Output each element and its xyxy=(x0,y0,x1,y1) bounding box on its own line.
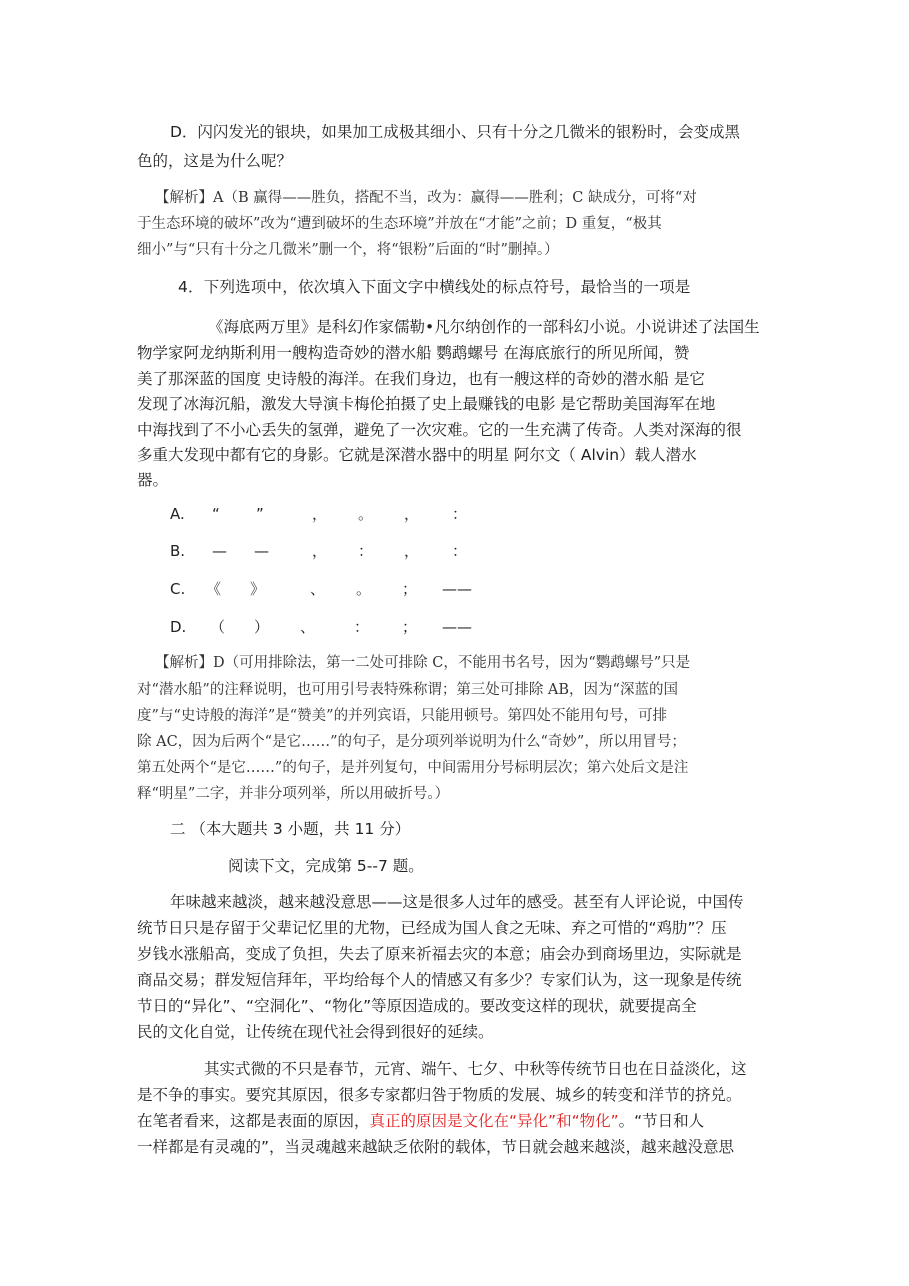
option-mark: “ xyxy=(212,505,220,523)
option-letter: C. xyxy=(170,580,186,598)
option-mark: —— xyxy=(442,618,472,636)
article-line: 统节日只是存留于父辈记忆里的尤物，已经成为国人食之无味、弃之可惜的“鸡肋”？压 xyxy=(137,919,727,937)
article-line: 年味越来越淡，越来越没意思——这是很多人过年的感受。甚至有人评论说，中国传 xyxy=(170,893,744,911)
article-line: 是不争的事实。要究其原因，很多专家都归咎于物质的发展、城乡的转变和洋节的挤兑。 xyxy=(137,1086,742,1104)
q3-analysis-line3: 细小”与“只有十分之几微米”删一个，将“银粉”后面的“时”删掉。） xyxy=(137,242,559,258)
q4-passage-line: 中海找到了不小心丢失的氢弹，避免了一次灾难。它的一生充满了传奇。人类对深海的很 xyxy=(137,421,742,439)
q3-option-d-line2: 色的，这是为什么呢？ xyxy=(137,152,293,170)
article-line xyxy=(137,1110,704,1132)
article-text: 在笔者看来，这都是表面的原因， xyxy=(137,1112,370,1130)
article-line: 节日的“异化”、“空洞化”、“物化”等原因造成的。要改变这样的现状，就要提高全 xyxy=(137,997,697,1015)
article-line: 其实式微的不只是春节，元宵、端午、七夕、中秋等传统节日也在日益淡化，这 xyxy=(204,1060,747,1078)
option-letter: A. xyxy=(170,505,185,523)
q3-option-d-line1: D．闪闪发光的银块，如果加工成极其细小、只有十分之几微米的银粉时，会变成黑 xyxy=(170,123,740,141)
option-mark: ” xyxy=(256,505,264,523)
q4-analysis-line: 度”与“史诗般的海洋”是“赞美”的并列宾语，只能用顿号。第四处不能用句号，可排 xyxy=(137,708,668,724)
article-text: 。“节日和人 xyxy=(618,1112,705,1130)
option-mark: 、 xyxy=(310,580,326,598)
section-instruction: 阅读下文，完成第 5--7 题。 xyxy=(228,857,424,875)
q4-passage-line: 器。 xyxy=(137,471,169,489)
option-letter: B. xyxy=(170,542,186,560)
article-line: 商品交易；群发短信拜年，平均给每个人的情感又有多少？专家们认为，这一现象是传统 xyxy=(137,971,742,989)
q4-analysis-line: 第五处两个“是它……”的句子，是并列复句，中间需用分号标明层次；第六处后文是注 xyxy=(137,760,689,776)
option-mark: ， xyxy=(404,505,420,523)
option-mark: ， xyxy=(312,542,328,560)
option-mark: 、 xyxy=(300,618,316,636)
q4-passage-line: 发现了冰海沉船，激发大导演卡梅伦拍摄了史上最赚钱的电影 是它帮助美国海军在地 xyxy=(137,395,716,413)
q4-analysis-line: 释“明星”二字，并非分项列举，所以用破折号。） xyxy=(137,786,450,802)
option-mark: 。 xyxy=(358,505,374,523)
section-heading: 二 （本大题共 3 小题，共 11 分） xyxy=(170,820,411,838)
option-mark: ， xyxy=(404,542,420,560)
option-mark: ： xyxy=(354,618,370,636)
option-mark: 》 xyxy=(250,580,266,598)
q3-analysis-line1: 【解析】A（B 赢得——胜负，搭配不当，改为：赢得——胜利；C 缺成分，可将“对 xyxy=(155,190,697,206)
q4-passage-line: 《海底两万里》是科幻作家儒勒•凡尔纳创作的一部科幻小说。小说讲述了法国生 xyxy=(208,318,760,336)
q4-analysis-line: 除 AC，因为后两个“是它……”的句子，是分项列举说明为什么“奇妙”，所以用冒号； xyxy=(137,734,686,750)
q3-analysis-line2: 于生态环境的破坏”改为“遭到破坏的生态环境”并放在“才能”之前；D 重复，“极其 xyxy=(137,216,662,232)
highlighted-text: 真正的原因是文化在“异化”和“物化” xyxy=(369,1112,619,1130)
option-mark: — xyxy=(212,542,227,560)
option-mark: — xyxy=(254,542,269,560)
option-mark: ） xyxy=(254,618,270,636)
option-mark: （ xyxy=(210,618,226,636)
q4-passage-line: 多重大发现中都有它的身影。它就是深潜水器中的明星 阿尔文（ Alvin）载人潜水 xyxy=(137,446,697,464)
option-mark: ， xyxy=(312,505,328,523)
article-line: 民的文化自觉，让传统在现代社会得到很好的延续。 xyxy=(137,1023,494,1041)
q4-analysis-line: 对“潜水船”的注释说明，也可用引号表特殊称谓；第三处可排除 AB，因为“深蓝的国 xyxy=(137,682,678,698)
option-mark: ； xyxy=(402,618,418,636)
option-letter: D. xyxy=(170,618,187,636)
q4-analysis-line: 【解析】D（可用排除法，第一二处可排除 C，不能用书名号，因为“鹦鹉螺号”只是 xyxy=(155,655,691,671)
option-mark: —— xyxy=(442,580,472,598)
q4-passage-line: 物学家阿龙纳斯利用一艘构造奇妙的潜水船 鹦鹉螺号 在海底旅行的所见所闻，赞 xyxy=(137,344,690,362)
option-mark: ： xyxy=(452,505,468,523)
option-mark: ： xyxy=(452,542,468,560)
q4-stem: 4．下列选项中，依次填入下面文字中横线处的标点符号，最恰当的一项是 xyxy=(178,278,691,296)
article-line: 岁钱水涨船高，变成了负担，失去了原来祈福去灾的本意；庙会办到商场里边，实际就是 xyxy=(137,945,742,963)
option-mark: 。 xyxy=(356,580,372,598)
article-line: 一样都是有灵魂的”，当灵魂越来越缺乏依附的载体，节日就会越来越淡，越来越没意思 xyxy=(137,1138,735,1156)
option-mark: ； xyxy=(402,580,418,598)
option-mark: 《 xyxy=(206,580,222,598)
option-mark: ： xyxy=(358,542,374,560)
q4-passage-line: 美了那深蓝的国度 史诗般的海洋。在我们身边，也有一艘这样的奇妙的潜水船 是它 xyxy=(137,370,705,388)
